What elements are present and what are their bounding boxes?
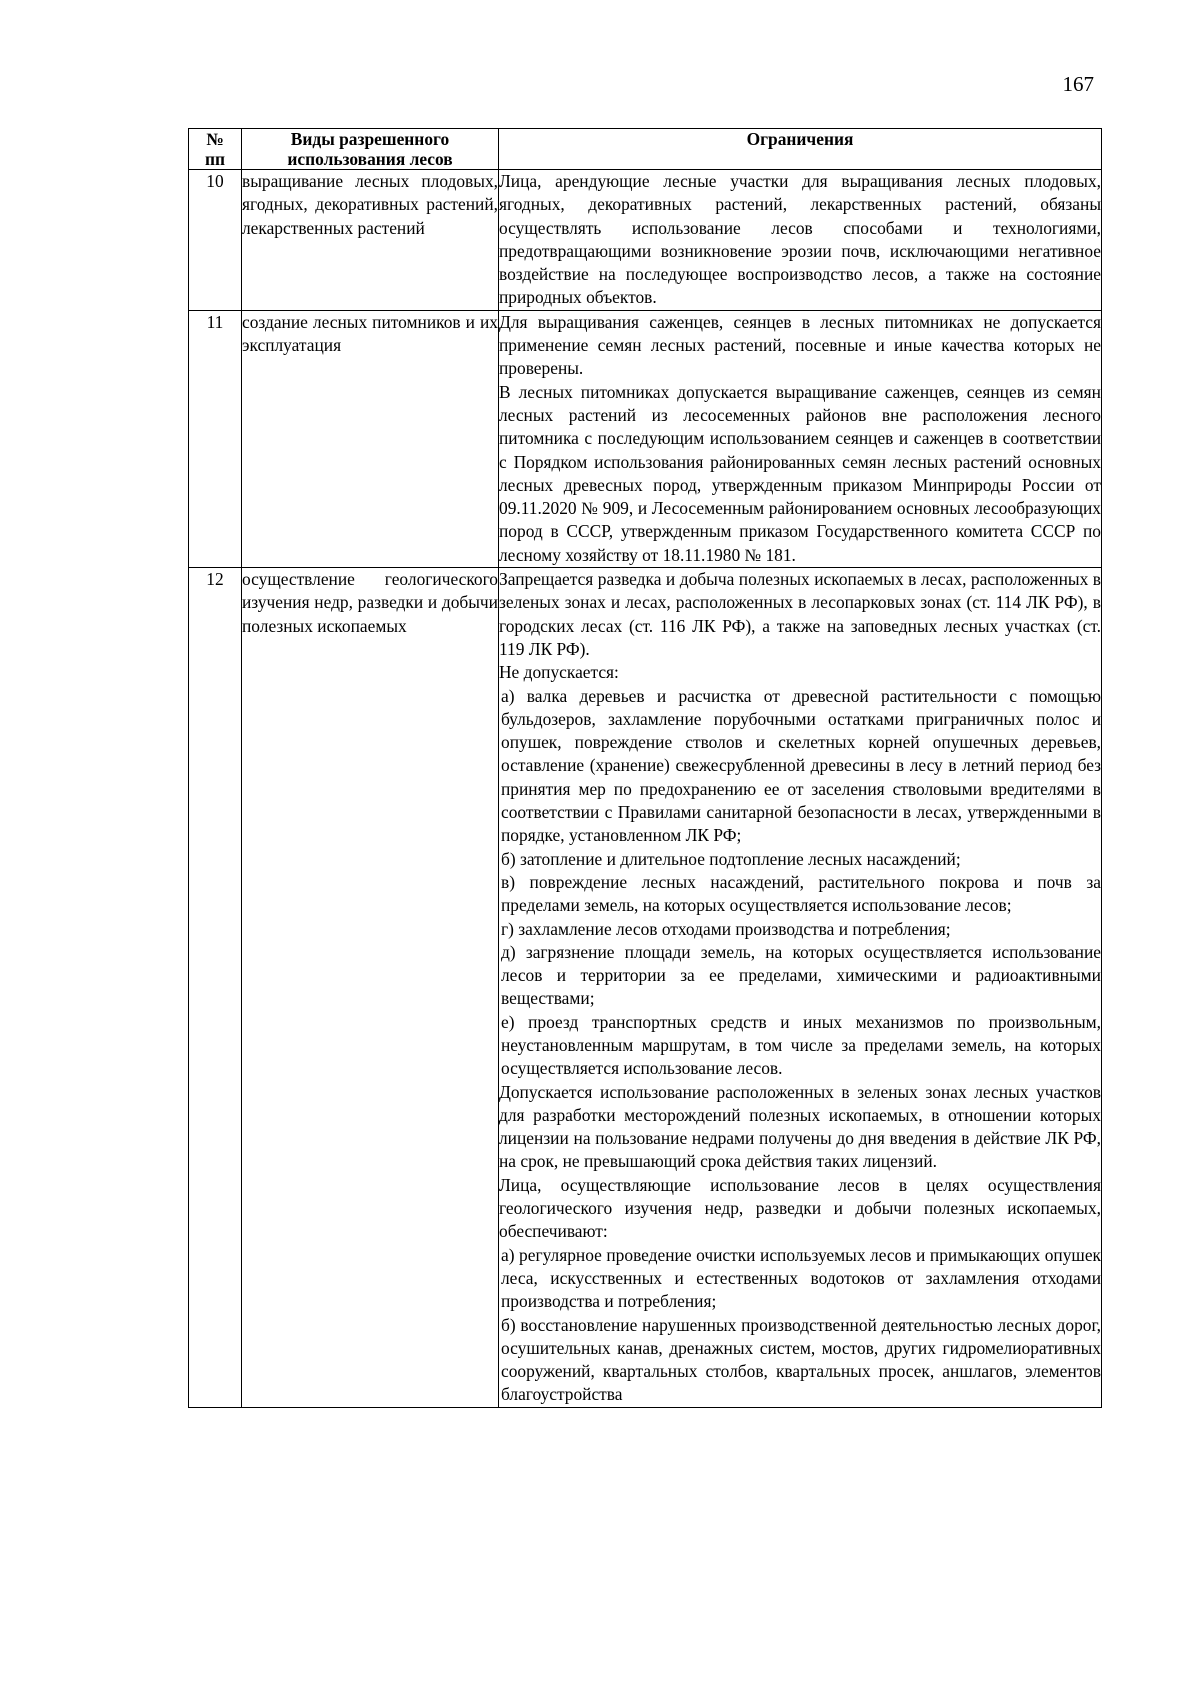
restriction-list-item: в) повреждение лесных насаждений, растительного покрова и почв за пределами земель, на которых осуществляется использование лесов; <box>501 871 1101 916</box>
header-kind: Виды разрешенного использования лесов <box>242 129 499 170</box>
restriction-list-item: е) проезд транспортных средств и иных механизмов по произвольным, неустановленным маршрутам, в том числе за пределами земель, на которых осуществляется использование лесов. <box>501 1011 1101 1079</box>
restriction-paragraph: Не допускается: <box>499 662 619 683</box>
row-kind: выращивание лесных плодовых, ягодных, декоративных растений, лекарственных растений <box>242 170 499 311</box>
restriction-list-item: а) регулярное проведение очистки используемых лесов и примыкающих опушек леса, искусственных и естественных водотоков от захламления отходами производства и потребления; <box>501 1244 1101 1312</box>
restriction-paragraph: Лица, арендующие лесные участки для выращивания лесных плодовых, ягодных, декоративных растений, лекарственных растений, обязаны осуществлять использование лесов способами и технологиями, предотвращающими возникновение эрозии почв, исключающими негативное воздействие на последующее воспроизводство лесов, а также на состояние природных объектов. <box>499 171 1101 308</box>
header-restrictions: Ограничения <box>499 129 1102 170</box>
restriction-paragraph: Допускается использование расположенных в зеленых зонах лесных участков для разработки месторождений полезных ископаемых, в отношении которых лицензии на пользование недрами получены до дня введения в действие ЛК РФ, на срок, не превышающий срока действия таких лицензий. <box>499 1081 1101 1172</box>
row-kind: создание лесных питомников и их эксплуатация <box>242 310 499 567</box>
row-kind: осуществление геологического изучения недр, разведки и добычи полезных ископаемых <box>242 568 499 1408</box>
row-restrictions <box>499 170 1102 311</box>
page-number: 167 <box>1062 72 1094 96</box>
restriction-list-item: б) восстановление нарушенных производственной деятельностью лесных дорог, осушительных канав, дренажных систем, мостов, других гидромелиоративных сооружений, квартальных столбов, квартальных просек, аншлагов, элементов благоустройства <box>501 1314 1101 1405</box>
header-number-abbrev: пп <box>204 149 226 169</box>
row-restrictions <box>499 568 1102 1408</box>
restriction-paragraph: Для выращивания саженцев, сеянцев в лесных питомниках не допускается применение семян лесных растений, посевные и иные качества которых не проверены. <box>499 311 1101 379</box>
row-number: 11 <box>189 310 242 567</box>
table-row <box>189 568 1102 1408</box>
land-use-restrictions-table <box>188 128 1102 1408</box>
restriction-list-item: а) валка деревьев и расчистка от древесной растительности с помощью бульдозеров, захламление порубочными остатками приграничных полос и опушек, повреждение стволов и скелетных корней опушечных деревьев, оставление (хранение) свежесрубленной древесины в лесу в летний период без принятия мер по предохранению ее от заселения стволовыми вредителями в соответствии с Правилами санитарной безопасности в лесах, утвержденными в порядке, установленном ЛК РФ; <box>501 685 1101 846</box>
table-row <box>189 170 1102 311</box>
table-row <box>189 310 1102 567</box>
row-number: 12 <box>189 568 242 1408</box>
restriction-list-item: г) захламление лесов отходами производства и потребления; <box>501 918 951 939</box>
restriction-paragraph: Лица, осуществляющие использование лесов в целях осуществления геологического изучения недр, разведки и добычи полезных ископаемых, обеспечивают: <box>499 1174 1101 1242</box>
header-number <box>189 129 242 170</box>
table-header-row <box>189 129 1102 170</box>
restriction-paragraph: В лесных питомниках допускается выращивание саженцев, сеянцев из семян лесных растений из лесосеменных районов вне расположения лесного питомника с последующим использованием сеянцев и саженцев в соответствии с Порядком использования районированных семян лесных растений основных лесных древесных пород, утвержденным приказом Минприроды России от 09.11.2020 № 909, и Лесосеменным районированием основных лесообразующих пород в СССР, утвержденным приказом Государственного комитета СССР по лесному хозяйству от 18.11.1980 № 181. <box>499 381 1101 565</box>
restriction-list-item: б) затопление и длительное подтопление лесных насаждений; <box>501 848 961 869</box>
restriction-list-item: д) загрязнение площади земель, на которых осуществляется использование лесов и территории за ее пределами, химическими и радиоактивными веществами; <box>501 941 1101 1009</box>
row-number: 10 <box>189 170 242 311</box>
header-number-symbol: № <box>206 129 224 149</box>
row-restrictions <box>499 310 1102 567</box>
restriction-paragraph: Запрещается разведка и добыча полезных ископаемых в лесах, расположенных в зеленых зонах и лесах, расположенных в лесопарковых зонах (ст. 114 ЛК РФ), в городских лесах (ст. 116 ЛК РФ), а также на заповедных лесных участках (ст. 119 ЛК РФ). <box>499 569 1101 659</box>
